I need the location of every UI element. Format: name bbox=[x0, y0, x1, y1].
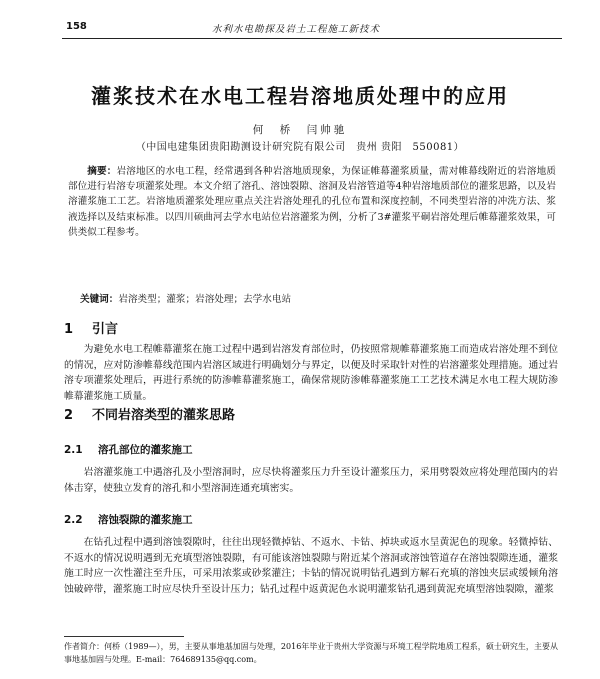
section-2-2-paragraph: 在钻孔过程中遇到溶蚀裂隙时，往往出现轻微掉钻、不返水、卡钻、掉块或返水呈黄泥色的现象。轻微掉钻、不返水的情况说明遇到无充填型溶蚀裂隙，有可能该溶蚀裂隙与附近某个溶洞或溶蚀管道存在溶蚀裂隙连通，灌浆施工时应一次性灌注至升压，可采用浓浆或砂浆灌注；卡钻的情况说明钻孔遇到方解石充填的溶蚀夹层或缓倾角溶蚀破碎带，灌浆施工时应尽快升至设计压力；钻孔过程中返黄泥色水说明灌浆钻孔遇到黄泥充填型溶蚀裂隙，灌浆 bbox=[64, 537, 558, 595]
section-2-2-heading bbox=[64, 512, 193, 527]
author-footnote: 作者简介：何桥（1989—），男，主要从事地基加固与处理，2016年毕业于贵州大学资源与环境工程学院地质工程系，硕士研究生，主要从事地基加固与处理。E-mail：764689135@qq.com。 bbox=[64, 642, 558, 664]
section-1-number: 1 bbox=[64, 322, 74, 337]
abstract-text: 岩溶地区的水电工程，经常遇到各种岩溶地质现象，为保证帷幕灌浆质量，需对帷幕线附近的岩溶地质部位进行岩溶专项灌浆处理。本文介绍了溶孔、溶蚀裂隙、溶洞及岩溶管道等4种岩溶地质部位的灌浆思路，以及岩溶灌浆施工工艺。岩溶地质灌浆处理应重点关注岩溶处理孔的孔位布置和深度控制，不同类型岩溶的冲洗方法、浆液选择以及结束标准。以四川硕曲河去学水电站位岩溶灌浆为例，分析了3#灌浆平硐岩溶处理后帷幕灌浆效果，可供类似工程参考。 bbox=[68, 166, 556, 238]
section-2-heading bbox=[64, 404, 235, 423]
section-1-paragraph: 为避免水电工程帷幕灌浆在施工过程中遇到岩溶发育部位时，仍按照常规帷幕灌浆施工而造成岩溶处理不到位的情况，应对防渗帷幕线范围内岩溶区域进行明确划分与界定，以便及时采取针对性的岩溶灌浆处理措施。通过岩溶专项灌浆处理后，再进行系统的防渗帷幕灌浆施工，确保常规防渗帷幕灌浆施工工艺技术满足水电工程大规防渗帷幕灌浆施工质量。 bbox=[64, 344, 558, 402]
paper-title: 灌浆技术在水电工程岩溶地质处理中的应用 bbox=[91, 84, 509, 108]
affiliation: （中国电建集团贵阳勘测设计研究院有限公司 贵州 贵阳 550081） bbox=[135, 142, 465, 153]
abstract bbox=[68, 164, 556, 240]
page-number: 158 bbox=[66, 21, 87, 32]
section-2-title: 不同岩溶类型的灌浆思路 bbox=[92, 408, 236, 423]
abstract-label: 摘要： bbox=[87, 166, 117, 177]
section-2-1-title: 溶孔部位的灌浆施工 bbox=[98, 444, 193, 456]
footnote-divider bbox=[64, 636, 184, 637]
section-2-1-paragraph: 岩溶灌浆施工中遇溶孔及小型溶洞时，应尽快将灌浆压力升至设计灌浆压力，采用劈裂效应将处理范围内的岩体击穿，使独立发育的溶孔和小型溶洞连通充填密实。 bbox=[64, 467, 558, 494]
section-2-1-number: 2.1 bbox=[64, 444, 83, 456]
running-title: 水利水电勘探及岩土工程施工新技术 bbox=[212, 24, 381, 35]
keywords bbox=[80, 291, 556, 305]
section-2-2-title: 溶蚀裂隙的灌浆施工 bbox=[98, 514, 193, 526]
section-1-heading bbox=[64, 318, 118, 337]
page-header bbox=[62, 20, 562, 39]
section-2-1-heading bbox=[64, 442, 193, 457]
section-2-2-number: 2.2 bbox=[64, 514, 83, 526]
authors: 何 桥 闫帅驰 bbox=[252, 124, 348, 136]
section-1-title: 引言 bbox=[92, 322, 119, 337]
section-2-number: 2 bbox=[64, 408, 74, 423]
keywords-text: 岩溶类型；灌浆；岩溶处理；去学水电站 bbox=[118, 294, 292, 305]
keywords-label: 关键词： bbox=[80, 294, 119, 305]
